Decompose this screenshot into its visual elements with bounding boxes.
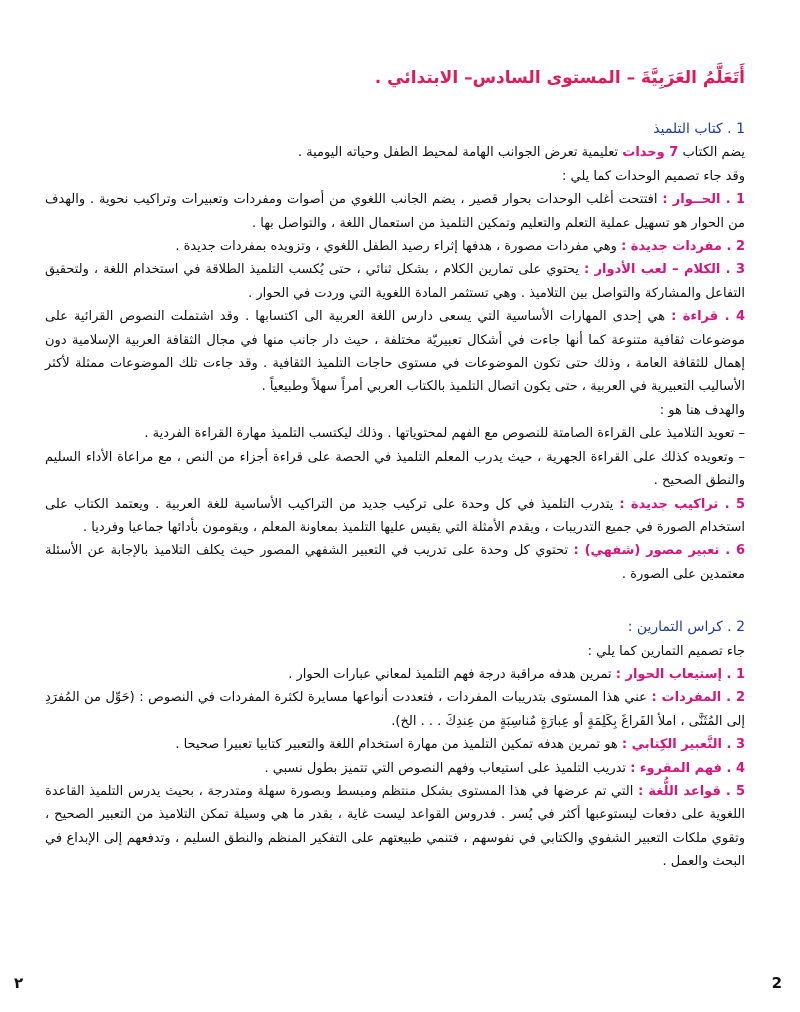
- item-label: 1 . إستيعاب الحوار :: [615, 666, 745, 682]
- page-number: 2: [771, 974, 782, 992]
- item-text: عني هذا المستوى بتدريبات المفردات ، فتعددت أنواعها مسايرة لكثرة المفردات في النصوص : (حَوِّل من المُفرَدِ إلى المُثَنَّى ، املأ الفَراغَ بِكَلِمَةٍ أو عِبارَةٍ مُناسِبَةٍ من عِندِكَ . . . الخ).: [45, 690, 745, 729]
- list-item: [45, 663, 745, 686]
- item-text: تمرين هدفه مراقبة درجة فهم التلميذ لمعاني عبارات الحوار .: [288, 666, 616, 682]
- list-item: [45, 757, 745, 780]
- item-label: 2 . المفردات :: [651, 690, 746, 706]
- units-count: 7 وحدات: [622, 145, 679, 161]
- item-text: تحتوي كل وحدة على تدريب في التعبير الشفهي المصور حيث يكلف التلاميذ بالإجابة عن الأسئلة معتمدين على الصورة .: [45, 543, 745, 582]
- item-text: يتدرب التلميذ في كل وحدة على تركيب جديد من التراكيب الأساسية للغة العربية . ويعتمد الكتاب على استخدام الصورة في جميع التدريبات ، ويقدم الأمثلة التي يقيس عليها التلميذ بمعاونة المعلم ، ويقومون بأدائها جماعيا وفرديا .: [45, 496, 745, 535]
- list-item: [45, 539, 745, 586]
- item-label: 5 . تراكيب جديدة :: [619, 496, 745, 512]
- item-text: افتتحت أغلب الوحدات بحوار قصير ، يضم الجانب اللغوي من أصوات ومفردات وتعبيرات وتراكيب نحوية . والهدف من الحوار هو تسهيل عملية التعلم والتعليم وتمكين التلميذ من استعمال اللغة ، والتواصل بها .: [45, 192, 745, 231]
- goal-item: – وتعويده كذلك على القراءة الجهرية ، حيث يدرب المعلم التلميذ في الحصة على قراءة أجزاء من النص ، مع مراعاة الأداء السليم والنطق الصحيح .: [45, 449, 745, 489]
- item-text: تدريب التلميذ على استيعاب وفهم النصوص التي تتميز بطول نسبي .: [264, 760, 631, 776]
- list-item: [45, 305, 745, 399]
- item-label: 3 . الكلام – لعب الأدوار :: [584, 262, 745, 278]
- list-item: [45, 686, 745, 733]
- list-item: [45, 188, 745, 235]
- paragraph: [45, 141, 745, 164]
- item-text: هو تمرين هدفه تمكين التلميذ من مهارة استخدام اللغة والتعبير كتابيا تعبيرا صحيحا .: [175, 737, 622, 753]
- list-item: [45, 235, 745, 258]
- item-text: التي تم عرضها في هذا المستوى بشكل منتظم ومبسط وبصورة سهلة ومتدرجة ، بحيث يدرس التلميذ القاعدة اللغوية على دفعات ليستوعبها أكثر في يُسر . فدروس القواعد ليست غاية ، بقدر ما هي وسيلة تمكن التلاميذ من التعبير الصحيح ، وتقوي ملكات التعبير الشفوي والكتابي في نفوسهم ، فتنمي طبيعتهم على التفكير المنظم والنطق السليم ، وتدفعهم إلى الإبداع في البحث والعمل .: [45, 783, 745, 870]
- section-heading-student-book: 1 . كتاب التلميذ: [653, 121, 745, 137]
- page-number-arabic: ٢: [14, 974, 24, 992]
- list-item: [45, 733, 745, 756]
- list-item: [45, 780, 745, 874]
- section-spacer: [45, 586, 745, 616]
- paragraph: وقد جاء تصميم الوحدات كما يلي :: [561, 168, 745, 184]
- item-label: 1 . الحــوار :: [662, 192, 745, 208]
- item-label: 3 . التَّعبير الكِتابي :: [621, 737, 745, 753]
- page-content: [45, 118, 745, 874]
- page-title: أَتَعَلَّمُ العَرَبِيَّةَ – المستوى السادس– الابتدائي .: [374, 68, 745, 88]
- list-item: [45, 493, 745, 540]
- item-label: 4 . قراءة :: [671, 309, 746, 325]
- item-text: هي إحدى المهارات الأساسية التي يسعى دارس اللغة العربية الى اكتسابها . وقد اشتملت النصوص القرائية على موضوعات ثقافية متنوعة كما أنها جاءت في أشكال تعبيريّة مختلفة ، حيث دار جانب منها في مجال الثقافة العربية الإسلامية دون إهمال للثقافة العامة ، وذلك حتى تكون الموضوعات في مستوى حاجات التلميذ الثقافية . وقد جاءت تلك الموضوعات ممثلة لأكثر الأساليب التعبيرية في العربية ، حتى يكون اتصال التلميذ بالكتاب العربي أمراً سهلاً وطبيعياً .: [45, 309, 745, 395]
- goal-item: – تعويد التلاميذ على القراءة الصامتة للنصوص مع الفهم لمحتوياتها . وذلك ليكتسب التلميذ مهارة القراءة الفردية .: [144, 426, 745, 442]
- intro-text-end: تعليمية تعرض الجوانب الهامة لمحيط الطفل وحياته اليومية .: [297, 145, 623, 161]
- list-item: [45, 258, 745, 305]
- section-heading-workbook: 2 . كراس التمارين :: [627, 619, 745, 636]
- item-label: 5 . قواعد اللُّغة :: [638, 783, 745, 799]
- item-text: يحتوي على تمارين الكلام ، بشكل ثنائي ، حتى يُكسب التلميذ الطلاقة في استخدام اللغة ، ولتحقيق التفاعل والمشاركة والتواصل بين التلاميذ . وهي تستثمر المادة اللغوية التي وردت في الحوار .: [45, 262, 745, 301]
- intro-text: يضم الكتاب: [678, 145, 745, 161]
- item-label: 4 . فهم المقروء :: [630, 760, 745, 776]
- goal-heading: والهدف هنا هو :: [659, 402, 745, 418]
- item-label: 6 . تعبير مصور (شفهي) :: [573, 543, 745, 559]
- item-text: وهي مفردات مصورة ، هدفها إثراء رصيد الطفل اللغوي ، وتزويده بمفردات جديدة .: [175, 239, 622, 255]
- paragraph: جاء تصميم التمارين كما يلي :: [587, 643, 745, 659]
- item-label: 2 . مفردات جديدة :: [621, 239, 745, 255]
